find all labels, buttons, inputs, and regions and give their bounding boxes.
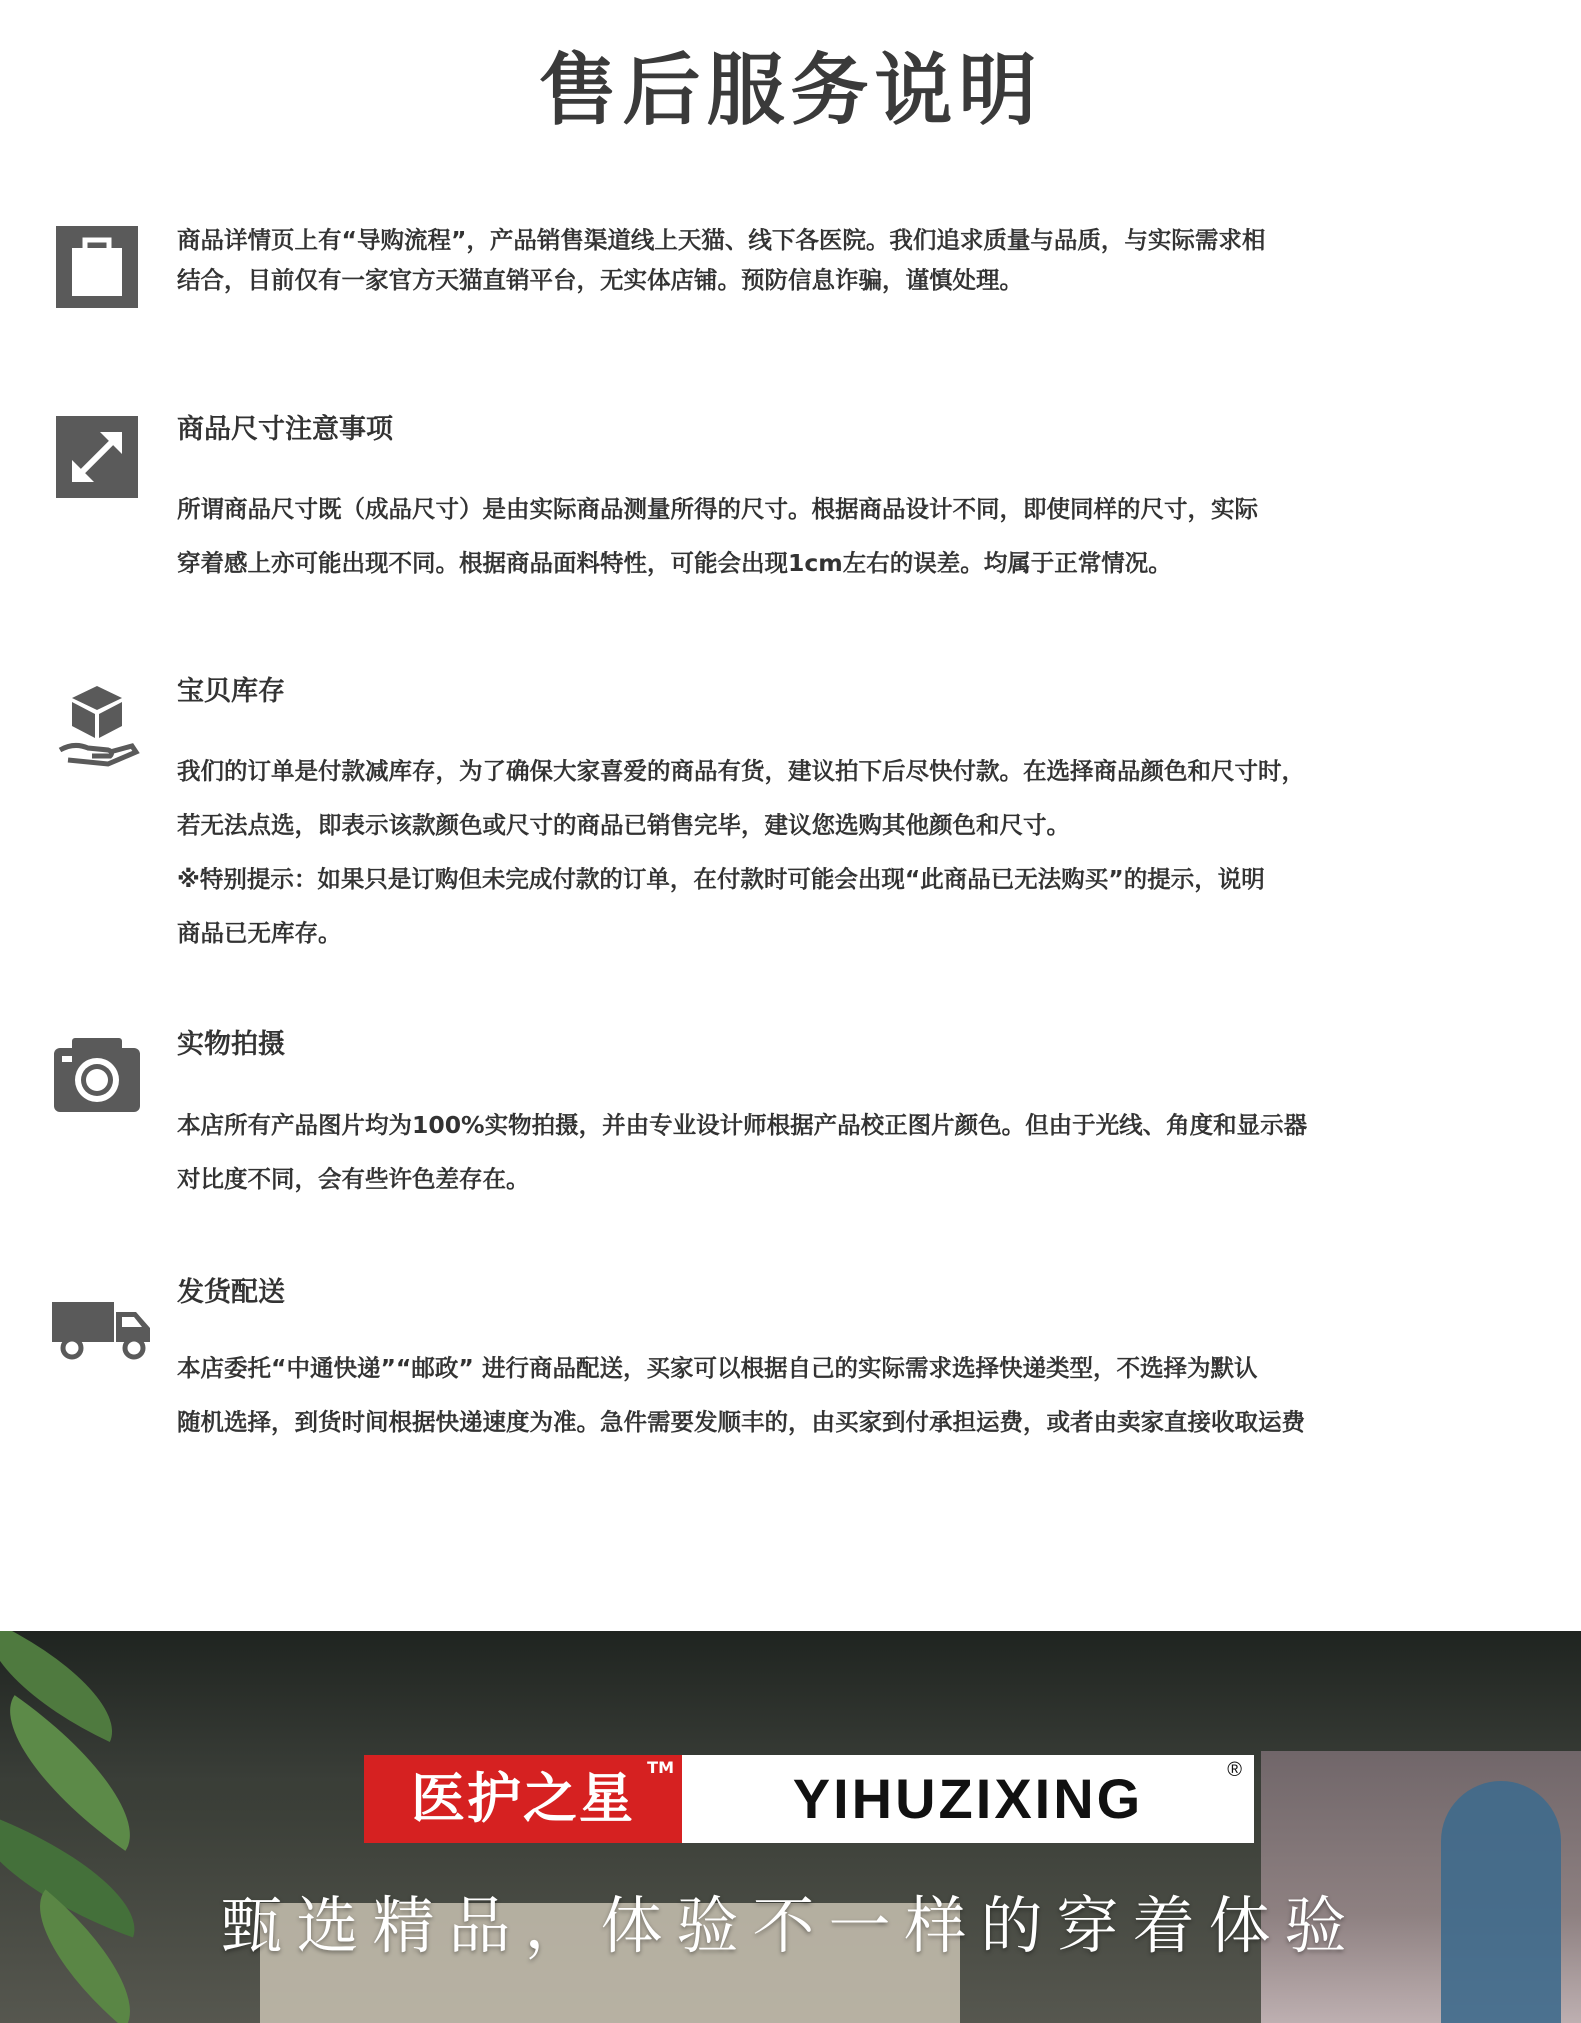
section-body — [177, 220, 1517, 300]
brand-name-en: YIHUZIXING — [792, 1767, 1144, 1830]
brand-logo-en — [682, 1755, 1254, 1843]
body-line: 若无法点选，即表示该款颜色或尺寸的商品已销售完毕，建议您选购其他颜色和尺寸。 — [177, 811, 1070, 839]
camera-icon — [52, 1030, 142, 1120]
body-line: 商品已无库存。 — [177, 919, 342, 947]
body-line: 对比度不同，会有些许色差存在。 — [177, 1165, 530, 1193]
brand-slogan: 甄选精品，体验不一样的穿着体验 — [220, 1889, 1361, 1962]
body-line: 本店所有产品图片均为100%实物拍摄，并由专业设计师根据产品校正图片颜色。但由于光线、角度和显示器 — [177, 1111, 1308, 1139]
body-line: ※特别提示：如果只是订购但未完成付款的订单，在付款时可能会出现“此商品已无法购买”的提示，说明 — [177, 865, 1265, 893]
body-line: 我们的订单是付款减库存，为了确保大家喜爱的商品有货，建议拍下后尽快付款。在选择商品颜色和尺寸时， — [177, 757, 1305, 785]
delivery-truck-icon — [50, 1282, 154, 1372]
section-body — [177, 482, 1517, 590]
box-in-hand-icon — [52, 680, 142, 770]
shopping-bag-icon — [52, 222, 142, 312]
section-body — [177, 1098, 1517, 1206]
body-line: 商品详情页上有“导购流程”，产品销售渠道线上天猫、线下各医院。我们追求质量与品质，与实际需求相 — [177, 226, 1266, 254]
body-line: 本店委托“中通快递”“邮政” 进行商品配送，买家可以根据自己的实际需求选择快递类型，不选择为默认 — [177, 1354, 1258, 1382]
body-line: 结合，目前仅有一家官方天猫直销平台，无实体店铺。预防信息诈骗，谨慎处理。 — [177, 266, 1023, 294]
body-line: 随机选择，到货时间根据快递速度为准。急件需要发顺丰的，由买家到付承担运费，或者由卖家直接收取运费 — [177, 1408, 1305, 1436]
body-line: 穿着感上亦可能出现不同。根据商品面料特性，可能会出现1cm左右的误差。均属于正常情况。 — [177, 549, 1172, 577]
brand-logo-cn — [364, 1755, 682, 1843]
section-heading: 宝贝库存 — [177, 676, 285, 707]
section-body — [177, 1341, 1517, 1449]
trademark-mark: TM — [647, 1758, 674, 1777]
page-title: 售后服务说明 — [538, 46, 1043, 136]
brand-logo — [364, 1755, 1254, 1843]
registered-mark: ® — [1227, 1759, 1242, 1781]
section-heading: 发货配送 — [177, 1277, 285, 1308]
section-heading: 商品尺寸注意事项 — [177, 414, 393, 445]
resize-arrow-icon — [52, 412, 142, 502]
section-body — [177, 744, 1517, 960]
body-line: 所谓商品尺寸既（成品尺寸）是由实际商品测量所得的尺寸。根据商品设计不同，即使同样的尺寸，实际 — [177, 495, 1258, 523]
brand-name-cn: 医护之星 — [411, 1767, 635, 1830]
brand-banner — [0, 1631, 1581, 2023]
section-heading: 实物拍摄 — [177, 1029, 285, 1060]
